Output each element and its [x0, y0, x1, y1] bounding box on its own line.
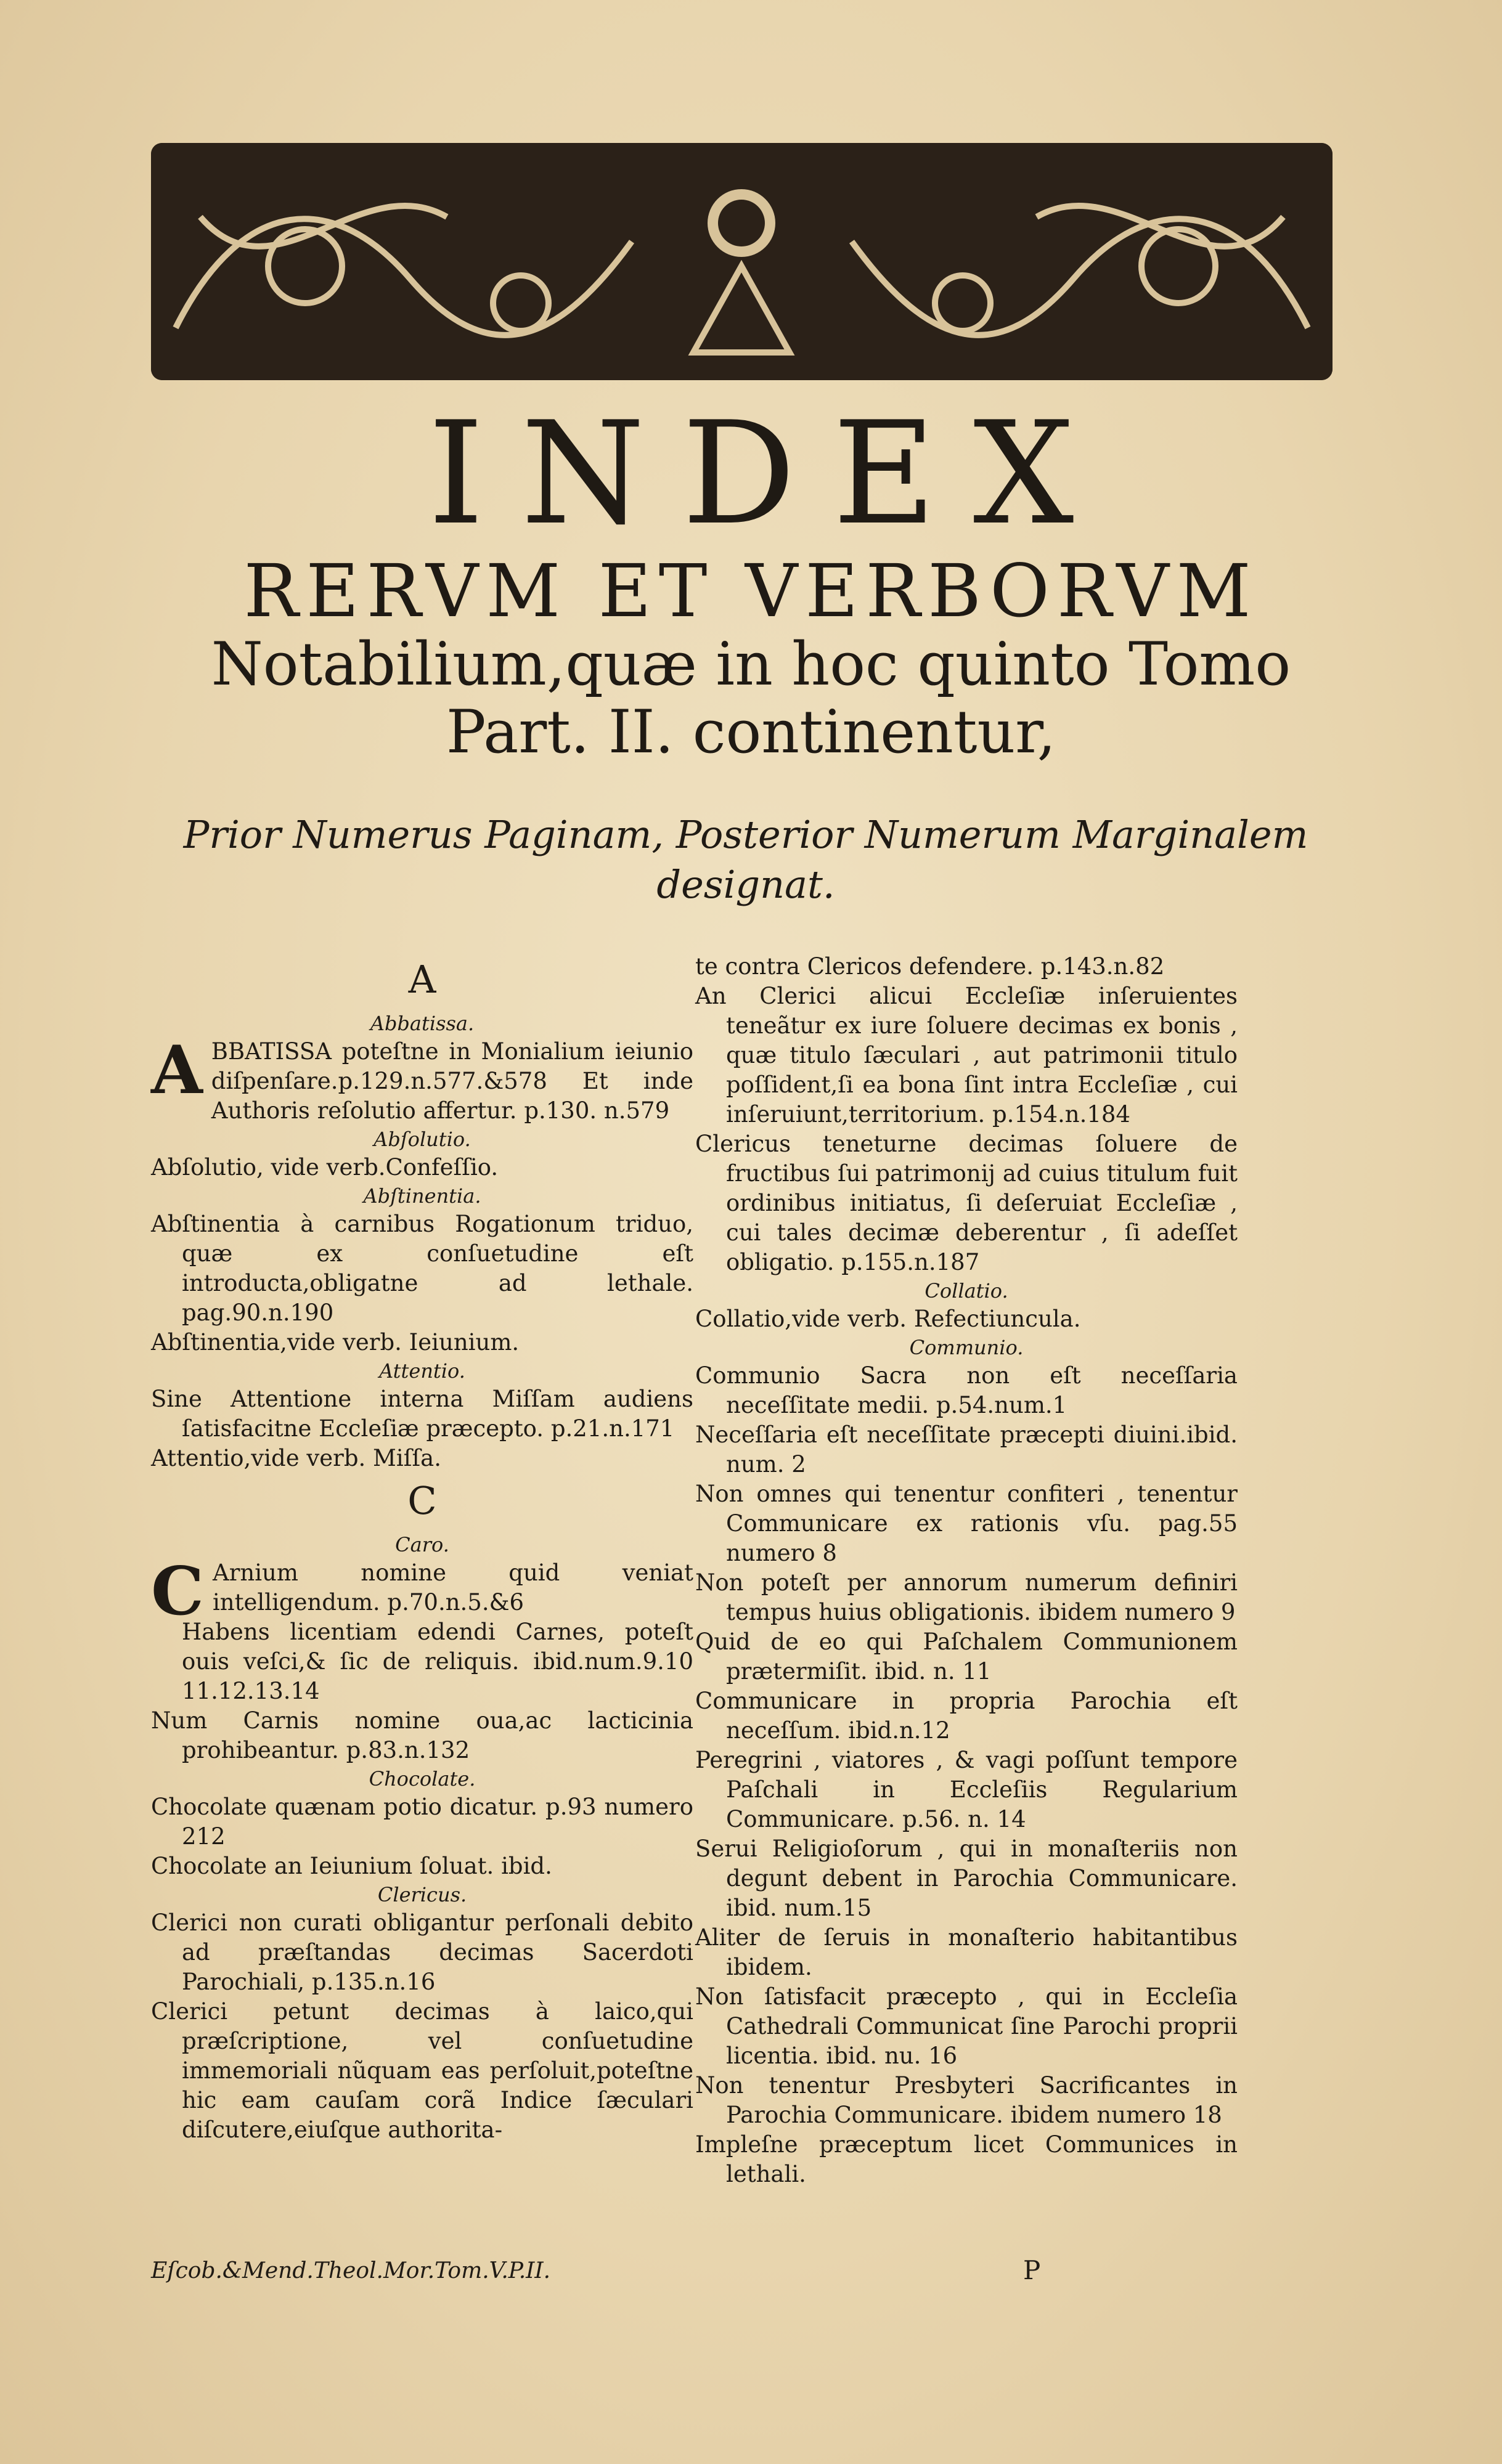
index-entry: Sine Attentione interna Miſſam audiens ſatisfacitne Eccleſiæ præcepto. p.21.n.171: [151, 1386, 693, 1442]
index-entry: Neceſſaria eſt neceſſitate præcepti diuini.ibid. num. 2: [695, 1421, 1238, 1478]
index-entry: te contra Clericos defendere. p.143.n.82: [695, 953, 1165, 980]
index-entry: Num Carnis nomine oua,ac lacticinia prohibeantur. p.83.n.132: [151, 1707, 693, 1763]
index-entry: Clerici non curati obligantur perſonali debito ad præſtandas decimas Sacerdoti Parochiali, p.135.n.16: [151, 1909, 693, 1995]
ornament-graphic: [151, 143, 1333, 380]
signature-mark: P: [1023, 2255, 1041, 2285]
heading-abstinentia: Abſtinentia.: [363, 1184, 481, 1208]
heading-absolutio: Abſolutio.: [373, 1128, 471, 1151]
index-entry: Chocolate an Ieiunium ſoluat. ibid.: [151, 1853, 552, 1879]
index-entry: Serui Religioſorum , qui in monaſteriis non degunt debent in Parochia Communicare. ibid. num.15: [695, 1836, 1238, 1921]
heading-caro: Caro.: [395, 1533, 449, 1556]
index-entry: Communio Sacra non eſt neceſſaria neceſſitate medii. p.54.num.1: [695, 1362, 1238, 1418]
heading-communio: Communio.: [909, 1336, 1024, 1359]
heading-clericus: Clericus.: [377, 1883, 467, 1906]
index-entry: Non omnes qui tenentur confiteri , tenentur Communicare ex rationis vſu. pag.55 numero 8: [695, 1481, 1238, 1566]
heading-abbatissa: Abbatissa.: [370, 1012, 475, 1035]
index-entry: Clerici petunt decimas à laico,qui præſcriptione, vel conſuetudine immemoriali nũquam eas perſoluit,poteſtne hic eam cauſam corã Indice ſæculari diſcutere,eiuſque authorita-: [151, 1998, 693, 2143]
heading-attentio: Attentio.: [379, 1359, 465, 1383]
index-entry: ABBATISSA poteſtne in Monialium ieiunio diſpenſare.p.129.n.577.&578 Et inde Authoris reſolutio affertur. p.130. n.579: [151, 1031, 693, 1124]
subtitle-rerum: RERVM ET VERBORVM: [243, 548, 1259, 633]
index-entry: Abſolutio, vide verb.Confeſſio.: [151, 1154, 499, 1181]
index-entry: Aliter de ſeruis in monaſterio habitantibus ibidem.: [695, 1924, 1238, 1980]
index-entry: Impleſne præceptum licet Communices in lethali.: [695, 2131, 1238, 2187]
drop-initial: C: [151, 1553, 204, 1630]
index-entry: Non tenentur Presbyteri Sacrificantes in Parochia Communicare. ibidem numero 18: [695, 2072, 1238, 2128]
section-letter-a: A: [408, 957, 436, 1002]
index-entry: An Clerici alicui Eccleſiæ inſeruientes teneãtur ex iure ſoluere decimas ex bonis , quæ titulo ſæculari , aut patrimonii titulo poſſident,ſi ea bona ſint intra Eccleſiæ , cui inſeruiunt,territorium. p.154.n.184: [695, 983, 1238, 1128]
drop-initial: A: [151, 1031, 203, 1109]
heading-collatio: Collatio.: [924, 1279, 1008, 1303]
index-entry: Quid de eo qui Paſchalem Communionem prætermiſit. ibid. n. 11: [695, 1628, 1238, 1685]
index-title: INDEX: [428, 392, 1111, 556]
index-entry: Communicare in propria Parochia eſt neceſſum. ibid.n.12: [695, 1688, 1238, 1744]
index-entry: Collatio,vide verb. Refectiuncula.: [695, 1306, 1081, 1332]
headpiece-ornament: [151, 143, 1333, 380]
heading-chocolate: Chocolate.: [369, 1767, 476, 1791]
index-entry: Abſtinentia,vide verb. Ieiunium.: [151, 1329, 520, 1356]
index-entry: C Arnium nomine quid veniat intelligendum. p.70.n.5.&6: [151, 1553, 693, 1630]
index-entry: Attentio,vide verb. Miſſa.: [151, 1445, 441, 1471]
subtitle-part: Part. II. continentur,: [446, 697, 1056, 766]
index-entry: Abſtinentia à carnibus Rogationum triduo, quæ ex conſuetudine eſt introducta,obligatne ad lethale. pag.90.n.190: [151, 1211, 693, 1326]
index-entry: Non poteſt per annorum numerum definiri tempus huius obligationis. ibidem numero 9: [695, 1569, 1238, 1625]
right-column: [695, 952, 1238, 2189]
left-column: [151, 952, 693, 2145]
section-letter-c: C: [407, 1478, 437, 1523]
index-entry: Non ſatisfacit præcepto , qui in Eccleſia Cathedrali Communicat ſine Parochi proprii licentia. ibid. nu. 16: [695, 1983, 1238, 2069]
index-entry: Habens licentiam edendi Carnes, poteſt ouis veſci,& ſic de reliquis. ibid.num.9.10 11.12.13.14: [181, 1619, 693, 1704]
index-entry: Clericus teneturne decimas ſoluere de fructibus ſui patrimonij ad cuius titulum fuit ordinibus initiatus, ſi deſeruiat Eccleſiæ , cui tales decimæ deberentur , ſi adeſſet obligatio. p.155.n.187: [695, 1131, 1238, 1275]
index-entry: Chocolate quænam potio dicatur. p.93 numero 212: [151, 1794, 693, 1850]
footer-running-title: Eſcob.&Mend.Theol.Mor.Tom.V.P.II.: [151, 2258, 551, 2283]
subtitle-notabilium: Notabilium,quæ in hoc quinto Tomo: [211, 630, 1291, 699]
index-entry: Peregrini , viatores , & vagi poſſunt tempore Paſchali in Eccleſiis Regularium Communicare. p.56. n. 14: [695, 1747, 1238, 1832]
numbering-note: Prior Numerus Paginam, Posterior Numerum Marginalem designat.: [183, 812, 1308, 907]
